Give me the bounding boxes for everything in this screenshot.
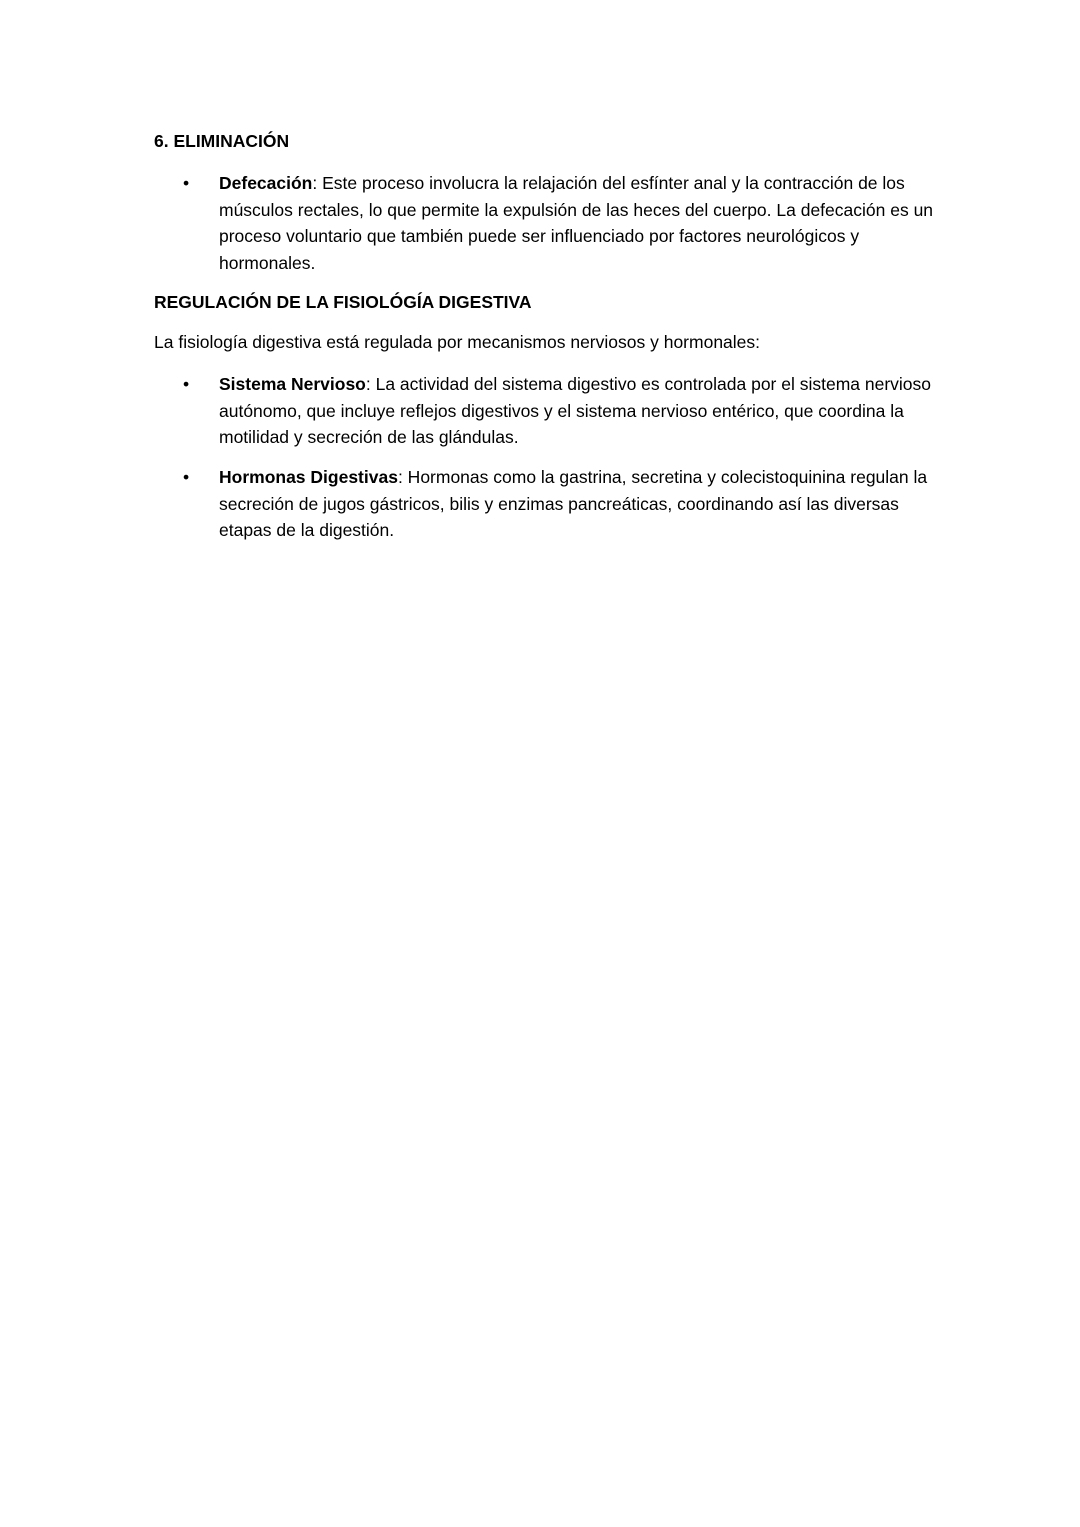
description: : Este proceso involucra la relajación del esfínter anal y la contracción de los músculos rectales, lo que permite la expulsión de las heces del cuerpo. La defecación es un proceso voluntario que también puede ser influenciado por factores neurológicos y hormonales. — [219, 173, 934, 273]
description: : La actividad del sistema digestivo es controlada por el sistema nervioso autónomo, que incluye reflejos digestivos y el sistema nervioso entérico, que coordina la motilidad y secreción de las glándulas. — [219, 374, 932, 447]
term: Defecación — [219, 173, 313, 193]
bullet-icon: • — [183, 374, 190, 394]
description: : Hormonas como la gastrina, secretina y colecistoquinina regulan la secreción de jugos gástricos, bilis y enzimas pancreáticas, coordinando así las diversas etapas de la digestión. — [219, 467, 928, 540]
list-item — [183, 464, 939, 544]
term: Hormonas Digestivas — [219, 467, 398, 487]
list-item — [183, 170, 939, 276]
bullet-icon: • — [183, 467, 190, 487]
intro-paragraph: La fisiología digestiva está regulada por mecanismos nerviosos y hormonales: — [154, 332, 761, 352]
term: Sistema Nervioso — [219, 374, 366, 394]
section-heading: REGULACIÓN DE LA FISIOLÓGÍA DIGESTIVA — [154, 292, 532, 312]
list-item — [183, 371, 939, 451]
bullet-icon: • — [183, 173, 190, 193]
section-heading: 6. ELIMINACIÓN — [154, 131, 290, 151]
